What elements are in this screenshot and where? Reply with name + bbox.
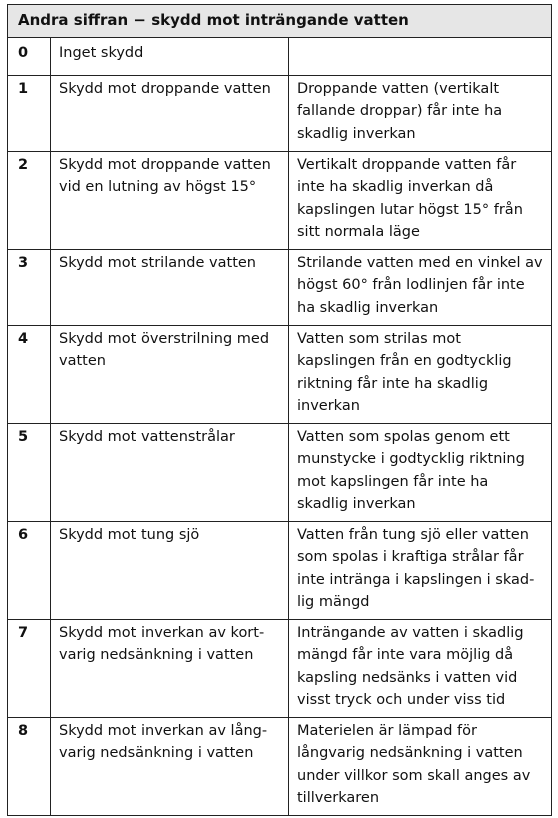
table-row: [8, 521, 552, 619]
table-row: [8, 717, 552, 815]
row-description: Vertikalt droppande vatten får inte ha skadlig inverkan då kapslingen lutar högst 15° från sitt normala läge: [289, 151, 552, 249]
row-code: 8: [8, 717, 51, 815]
row-protection: Inget skydd: [51, 37, 289, 75]
row-description: Vatten från tung sjö eller vatten som spolas i kraftiga strålar får inte intränga i kapslingen i skad-lig mängd: [289, 521, 552, 619]
ip-water-protection-table: [7, 4, 552, 816]
table-row: [8, 423, 552, 521]
table-row: [8, 151, 552, 249]
row-description: Droppande vatten (vertikalt fallande droppar) får inte ha skadlig inverkan: [289, 75, 552, 151]
table-header-row: [8, 5, 552, 38]
row-code: 6: [8, 521, 51, 619]
table-title: Andra siffran − skydd mot inträngande vatten: [8, 5, 552, 38]
row-code: 5: [8, 423, 51, 521]
row-protection: Skydd mot inverkan av kort-varig nedsänkning i vatten: [51, 619, 289, 717]
row-description: [289, 37, 552, 75]
row-description: Materielen är lämpad för långvarig nedsänkning i vatten under villkor som skall anges av tillverkaren: [289, 717, 552, 815]
table-row: [8, 619, 552, 717]
row-protection: Skydd mot vattenstrålar: [51, 423, 289, 521]
row-protection: Skydd mot droppande vatten vid en lutning av högst 15°: [51, 151, 289, 249]
row-code: 2: [8, 151, 51, 249]
row-description: Vatten som spolas genom ett munstycke i godtycklig riktning mot kapslingen får inte ha skadlig inverkan: [289, 423, 552, 521]
row-protection: Skydd mot överstrilning med vatten: [51, 325, 289, 423]
row-protection: Skydd mot strilande vatten: [51, 249, 289, 325]
row-code: 4: [8, 325, 51, 423]
table-row: [8, 37, 552, 75]
row-code: 3: [8, 249, 51, 325]
row-protection: Skydd mot tung sjö: [51, 521, 289, 619]
table-row: [8, 249, 552, 325]
row-protection: Skydd mot inverkan av lång-varig nedsänkning i vatten: [51, 717, 289, 815]
document-page: [7, 4, 551, 816]
row-protection: Skydd mot droppande vatten: [51, 75, 289, 151]
row-code: 7: [8, 619, 51, 717]
table-row: [8, 325, 552, 423]
row-code: 1: [8, 75, 51, 151]
row-description: Strilande vatten med en vinkel av högst 60° från lodlinjen får inte ha skadlig inverkan: [289, 249, 552, 325]
table-row: [8, 75, 552, 151]
row-code: 0: [8, 37, 51, 75]
row-description: Inträngande av vatten i skadlig mängd får inte vara möjlig då kapsling nedsänks i vatten vid visst tryck och under viss tid: [289, 619, 552, 717]
row-description: Vatten som strilas mot kapslingen från en godtycklig riktning får inte ha skadlig inverkan: [289, 325, 552, 423]
